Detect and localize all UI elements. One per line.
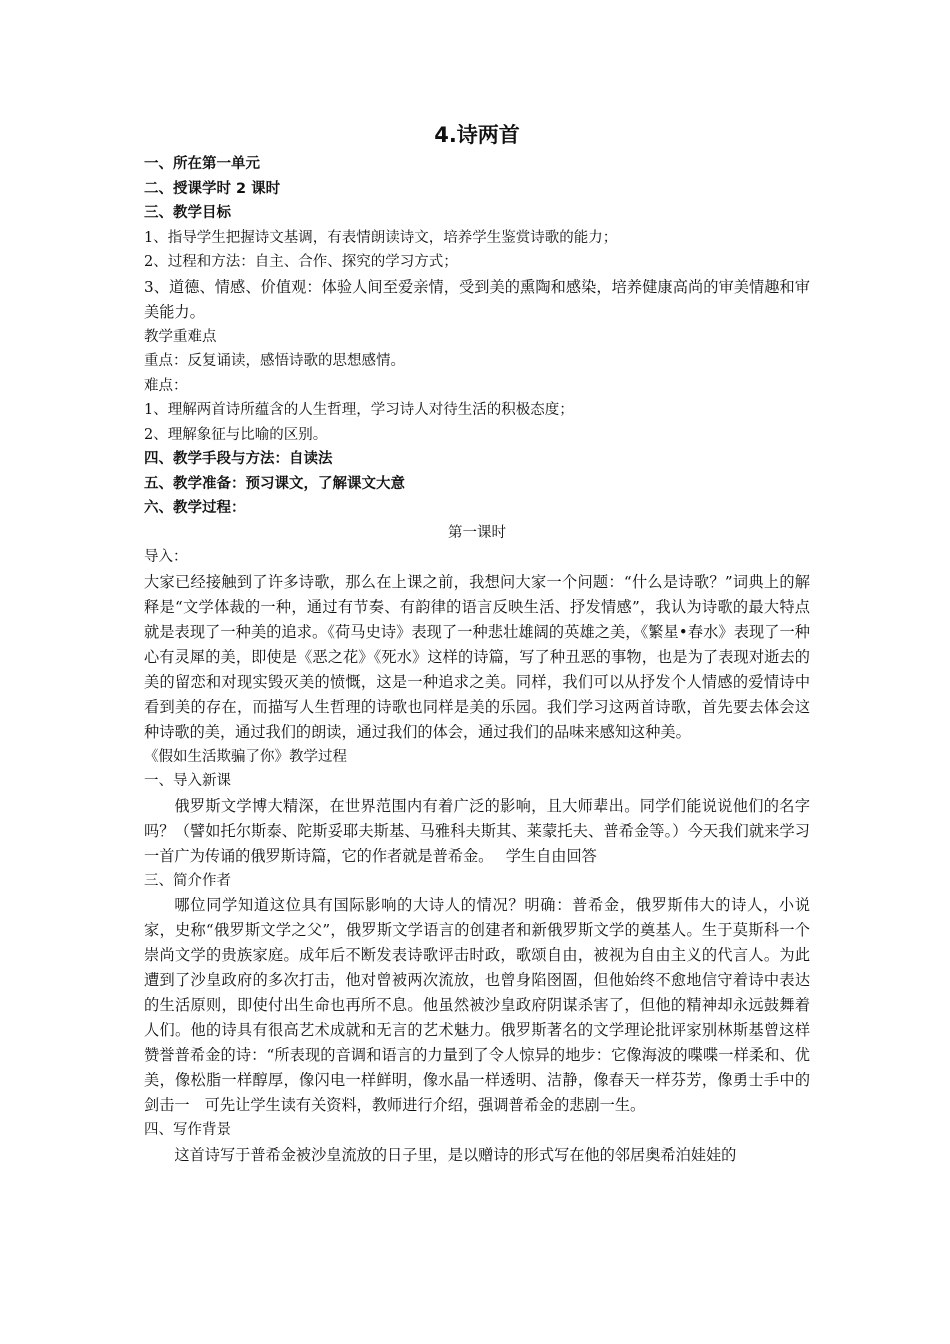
methods-line: 四、教学手段与方法：自读法	[144, 451, 333, 467]
intro-label: 导入：	[144, 549, 188, 565]
key-point: 重点：反复诵读，感悟诗歌的思想感情。	[144, 353, 405, 369]
goal-item: 3、道德、情感、价值观：体验人间至爱亲情，受到美的熏陶和感染，培养健康高尚的审美情趣和审美能力。	[144, 277, 810, 321]
goal-item: 2、过程和方法：自主、合作、探究的学习方式；	[144, 254, 458, 270]
section-heading: 四、写作背景	[144, 1122, 231, 1138]
section-heading: 三、简介作者	[144, 872, 231, 889]
lesson-period: 第一课时	[448, 524, 506, 541]
section-paragraph: 俄罗斯文学博大精深，在世界范围内有着广泛的影响，且大师辈出。同学们能说说他们的名字吗？（譬如托尔斯泰、陀斯妥耶夫斯基、马雅科夫斯其、莱蒙托夫、普希金等。）今天我们就来学习一首广为传诵的俄罗斯诗篇，它的作者就是普希金。 学生自由回答	[144, 796, 810, 865]
document-title: 4.诗两首	[434, 123, 520, 147]
difficult-item: 2、理解象征与比喻的区别。	[144, 426, 328, 443]
difficult-label: 难点：	[144, 377, 188, 394]
poem-heading: 《假如生活欺骗了你》教学过程	[144, 748, 347, 765]
goals-heading: 三、教学目标	[144, 205, 231, 221]
difficult-item: 1、理解两首诗所蕴含的人生哲理，学习诗人对待生活的积极态度；	[144, 402, 574, 418]
section-paragraph: 哪位同学知道这位具有国际影响的大诗人的情况？明确：普希金，俄罗斯伟大的诗人，小说家，史称“俄罗斯文学之父”，俄罗斯文学语言的创建者和新俄罗斯文学的奠基人。生于莫斯科一个崇尚文学的贵族家庭。成年后不断发表诗歌评击时政，歌颂自由，被视为自由主义的代言人。为此遭到了沙皇政府的多次打击，他对曾被两次流放，也曾身陷囹圄，但他始终不愈地信守着诗中表达的生活原则，即使付出生命也再所不息。他虽然被沙皇政府阴谋杀害了，但他的精神却永远鼓舞着人们。他的诗具有很高艺术成就和无言的艺术魅力。俄罗斯著名的文学理论批评家别林斯基曾这样赞誉普希金的诗：“所表现的音调和语言的力量到了令人惊异的地步：它像海波的喋喋一样柔和、优美，像松脂一样醇厚，像闪电一样鲜明，像水晶一样透明、洁静，像春天一样芬芳，像勇士手中的剑击一 可先让学生读有关资料，教师进行介绍，强调普希金的悲剧一生。	[144, 896, 810, 1114]
goal-item: 1、指导学生把握诗文基调，有表情朗读诗文，培养学生鉴赏诗歌的能力；	[144, 229, 618, 246]
unit-line: 一、所在第一单元	[144, 156, 260, 172]
hours-line: 二、授课学时 2 课时	[144, 180, 281, 197]
process-line: 六、教学过程：	[144, 500, 246, 516]
difficulty-heading: 教学重难点	[144, 328, 217, 345]
section-heading: 一、导入新课	[144, 773, 231, 789]
preparation-line: 五、教学准备：预习课文，了解课文大意	[144, 475, 405, 492]
section-paragraph: 这首诗写于普希金被沙皇流放的日子里，是以赠诗的形式写在他的邻居奥希泊娃娃的	[174, 1145, 737, 1164]
intro-paragraph: 大家已经接触到了许多诗歌，那么在上课之前，我想问大家一个问题：“什么是诗歌？”词典上的解释是“文学体裁的一种，通过有节奏、有韵律的语言反映生活、抒发情感”，我认为诗歌的最大特点就是表现了一种美的追求。《荷马史诗》表现了一种悲壮雄阔的英雄之美，《繁星•春水》表现了一种心有灵犀的美，即使是《恶之花》《死水》这样的诗篇，写了种丑恶的事物，也是为了表现对逝去的美的留恋和对现实毁灭美的愤慨，这是一种追求之美。同样，我们可以从抒发个人情感的爱情诗中看到美的存在，而描写人生哲理的诗歌也同样是美的乐园。我们学习这两首诗歌，首先要去体会这种诗歌的美，通过我们的朗读，通过我们的体会，通过我们的品味来感知这种美。	[144, 572, 810, 741]
document-page	[144, 120, 810, 1168]
